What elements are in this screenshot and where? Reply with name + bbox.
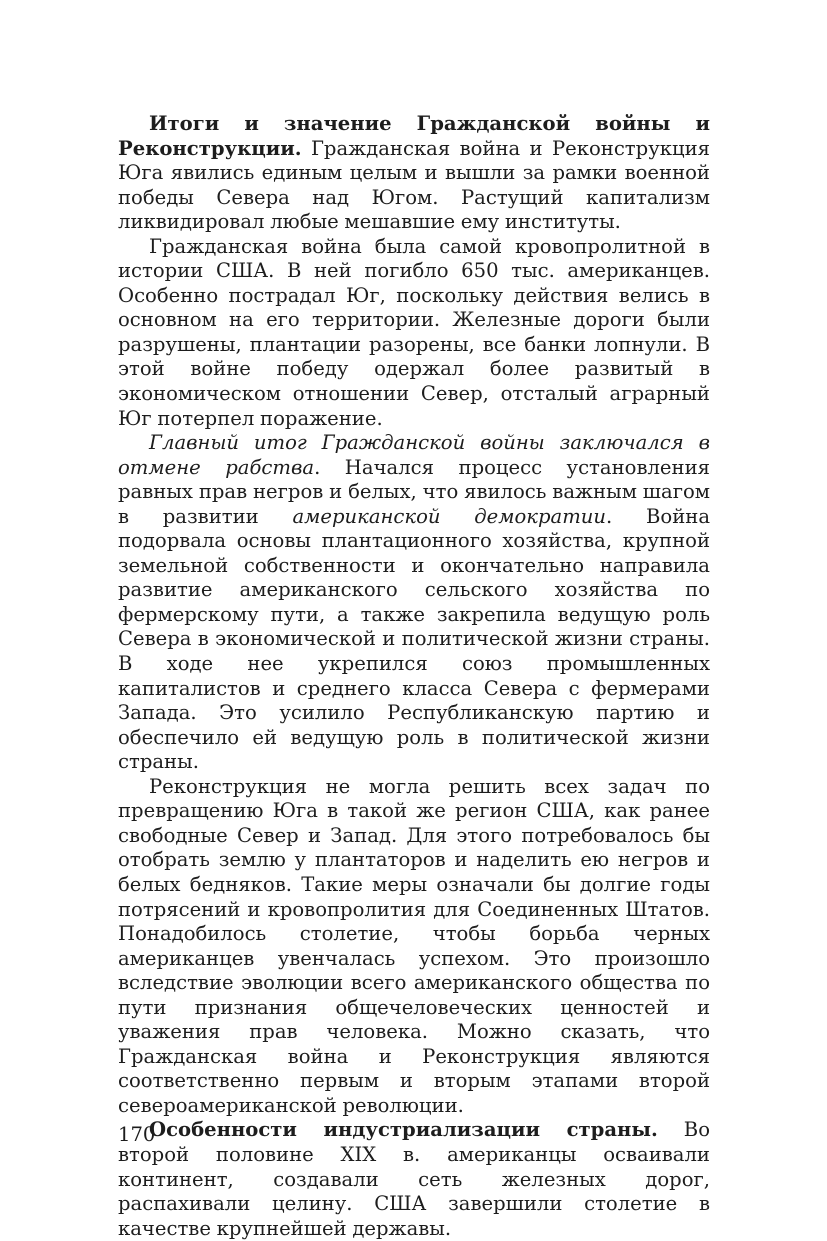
page-number: 170: [118, 1123, 156, 1146]
paragraph-text: . Начался процесс установления равных прав негров и белых, что явилось важным шагом в развитии: [118, 455, 710, 528]
emphasis-democracy: американской демократии: [292, 504, 607, 528]
section-heading-results: Итоги и значение Гражданской войны и Реконструкции.: [118, 112, 710, 160]
paragraph-main-result: [118, 431, 710, 775]
paragraph-industrialization: [118, 1118, 710, 1241]
paragraph-results: [118, 112, 710, 235]
paragraph-text: Гражданская война и Реконструкция Юга явились единым целым и вышли за рамки военной победы Севера над Югом. Растущий капитализм ликвидировал любые мешавшие ему институты.: [118, 136, 710, 234]
section-heading-industrialization: Особенности индустриализации страны.: [149, 1118, 658, 1142]
emphasis-main-result: Главный итог Гражданской войны заключался в отмене рабства: [118, 431, 710, 479]
page-body: [118, 112, 710, 1241]
paragraph-reconstruction: [118, 775, 710, 1119]
paragraph-text: Реконструкция не могла решить всех задач по превращению Юга в такой же регион США, как ранее свободные Север и Запад. Для этого потребовалось бы отобрать землю у плантаторов и наделить ею негров и белых бедняков. Такие меры означали бы долгие годы потрясений и кровопролития для Соединенных Штатов. Понадобилось столетие, чтобы борьба черных американцев увенчалась успехом. Это произошло вследствие эволюции всего американского общества по пути признания общечеловеческих ценностей и уважения прав человека. Можно сказать, что Гражданская война и Реконструкция являются соответственно первым и вторым этапами второй североамериканской революции.: [118, 774, 710, 1117]
paragraph-casualties: [118, 235, 710, 431]
paragraph-text: . Война подорвала основы плантационного хозяйства, крупной земельной собственности и окончательно направила развитие американского сельского хозяйства по фермерскому пути, а также закрепила ведущую роль Севера в экономической и политической жизни страны. В ходе нее укрепился союз промышленных капиталистов и среднего класса Севера с фермерами Запада. Это усилило Республиканскую партию и обеспечило ей ведущую роль в политической жизни страны.: [118, 504, 710, 774]
paragraph-text: Во второй половине XIX в. американцы осваивали континент, создавали сеть железных дорог, распахивали целину. США завершили столетие в качестве крупнейшей державы.: [118, 1118, 710, 1240]
paragraph-text: Гражданская война была самой кровопролитной в истории США. В ней погибло 650 тыс. американцев. Особенно пострадал Юг, поскольку действия велись в основном на его территории. Железные дороги были разрушены, плантации разорены, все банки лопнули. В этой войне победу одержал более развитый в экономическом отношении Север, отсталый аграрный Юг потерпел поражение.: [118, 234, 710, 430]
